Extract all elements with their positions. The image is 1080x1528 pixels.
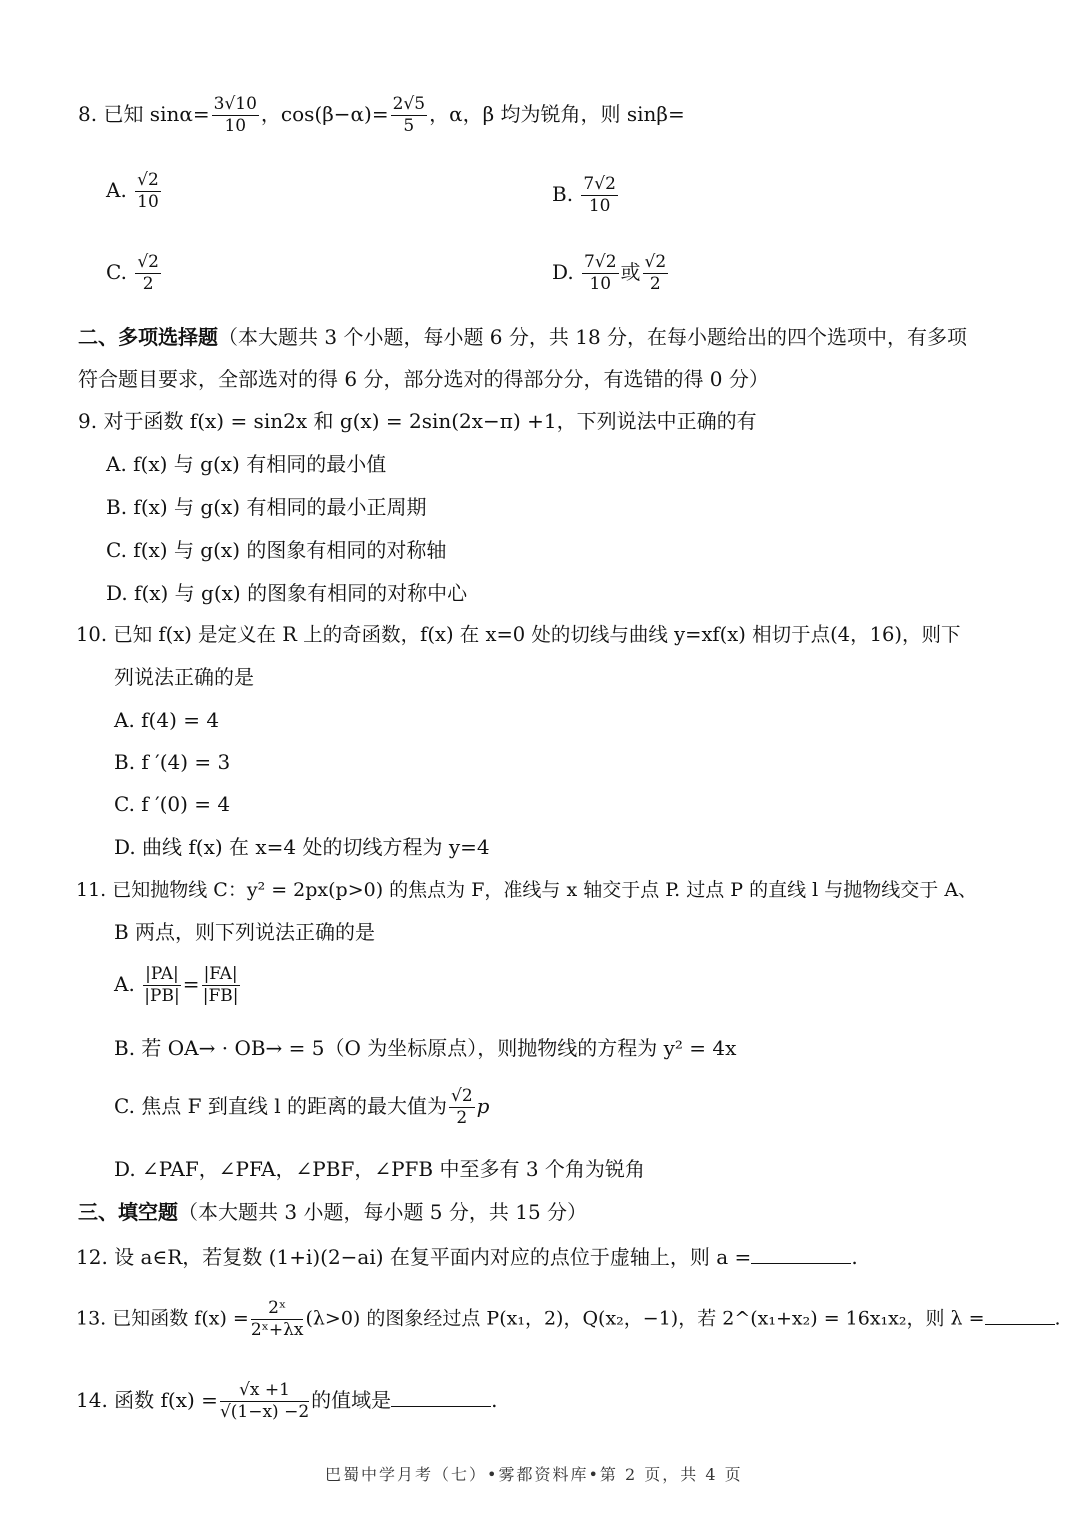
question-11-stem: 11. 已知抛物线 C：y² = 2px(p>0) 的焦点为 F，准线与 x 轴交于点 P. 过点 P 的直线 l 与抛物线交于 A、 — [76, 879, 978, 901]
q9-option-b: B. f(x) 与 g(x) 有相同的最小正周期 — [106, 495, 427, 519]
question-12: 12. 设 a∈R，若复数 (1+i)(2−ai) 在复平面内对应的点位于虚轴上，则 a = . — [76, 1245, 858, 1269]
answer-blank[interactable] — [985, 1304, 1055, 1325]
question-14: 14. 函数 f(x) = $\frac{√x +1}{√(1-x) -2}$ 的值域是 . — [76, 1380, 498, 1422]
answer-blank[interactable] — [751, 1243, 851, 1264]
question-13: 13. 已知函数 f(x) = $\frac{\text{2ˣ}}{\text{2ˣ+λx}}$ (λ>0) 的图象经过点 P(x₁，2)，Q(x₂，−1)，若 2^(x₁+x₂) = 16x₁x₂，则 λ = . — [76, 1298, 1061, 1340]
q10-option-c: C. f ′(0) = 4 — [114, 792, 231, 816]
q8-option-b: B. $\frac{7√2}{10}$ — [552, 174, 616, 216]
q10-option-b: B. f ′(4) = 3 — [114, 750, 231, 774]
section-2-desc: 符合题目要求，全部选对的得 6 分，部分选对的得部分分，有选错的得 0 分） — [78, 367, 769, 391]
question-8-stem: 8. 已知 sinα= $\frac{3√10}{10}$ ，cos(β−α)= $\frac{2√5}{5}$ ，α，β 均为锐角，则 sinβ= — [78, 94, 685, 136]
fraction: $\frac{2√5}{5}$ — [392, 94, 426, 136]
question-11-stem-cont: B 两点，则下列说法正确的是 — [114, 920, 376, 944]
section-2-header: 二、多项选择题（本大题共 3 个小题，每小题 6 分，共 18 分，在每小题给出的四个选项中，有多项 — [78, 325, 968, 349]
q9-option-a: A. f(x) 与 g(x) 有相同的最小值 — [106, 452, 387, 476]
q9-option-c: C. f(x) 与 g(x) 的图象有相同的对称轴 — [106, 538, 447, 562]
q11-option-a: A. $\frac{|PA|}{|PB|}$ = $\frac{|FA|}{|FB|}$ — [114, 964, 239, 1006]
section-3-header: 三、填空题（本大题共 3 小题，每小题 5 分，共 15 分） — [78, 1200, 588, 1224]
q10-option-d: D. 曲线 f(x) 在 x=4 处的切线方程为 y=4 — [114, 835, 490, 859]
question-10-stem-cont: 列说法正确的是 — [114, 665, 254, 689]
q8-option-c: C. $\frac{√2}{2}$ — [106, 252, 159, 294]
question-9-stem: 9. 对于函数 f(x) = sin2x 和 g(x) = 2sin(2x−π) +1，下列说法中正确的有 — [78, 409, 757, 433]
q9-option-d: D. f(x) 与 g(x) 的图象有相同的对称中心 — [106, 581, 468, 605]
page-footer: 巴蜀中学月考（七）•雾都资料库•第 2 页，共 4 页 — [325, 1465, 743, 1484]
fraction: $\frac{3√10}{10}$ — [213, 94, 257, 136]
q10-option-a: A. f(4) = 4 — [114, 708, 220, 732]
q11-option-b: B. 若 OA→ · OB→ = 5（O 为坐标原点），则抛物线的方程为 y² = 4x — [114, 1036, 737, 1060]
question-10-stem: 10. 已知 f(x) 是定义在 R 上的奇函数，f(x) 在 x=0 处的切线与曲线 y=xf(x) 相切于点(4，16)，则下 — [76, 623, 961, 646]
q8-option-a: A. $\frac{√2}{10}$ — [106, 170, 159, 212]
q11-option-d: D. ∠PAF，∠PFA，∠PBF，∠PFB 中至多有 3 个角为锐角 — [114, 1157, 645, 1181]
q8-option-d: D. $\frac{7√2}{10}$ 或 $\frac{√2}{2}$ — [552, 252, 667, 294]
answer-blank[interactable] — [391, 1386, 491, 1407]
q11-option-c: C. 焦点 F 到直线 l 的距离的最大值为 $\frac{√2}{2}$ p — [114, 1086, 490, 1128]
